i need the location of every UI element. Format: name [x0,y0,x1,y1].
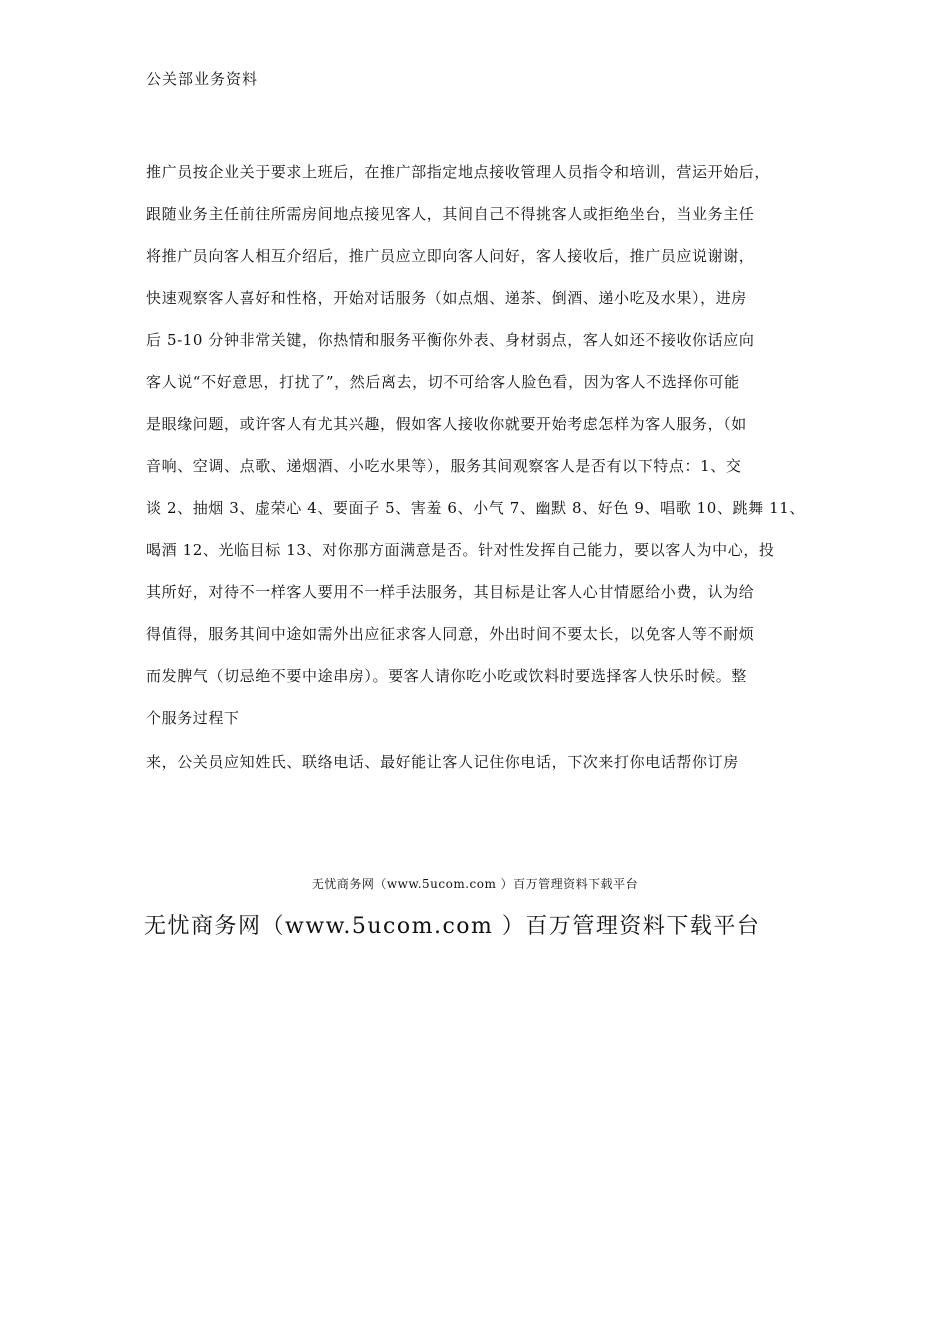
paragraph-line: 音响、空调、点歌、递烟酒、小吃水果等），服务其间观察客人是否有以下特点：1、交 [146,457,742,475]
paragraph-line: 个服务过程下 [146,709,240,727]
paragraph-line: 跟随业务主任前往所需房间地点接见客人，其间自己不得挑客人或拒绝坐台，当业务主任 [146,205,755,223]
paragraph-line: 后 5-10 分钟非常关键，你热情和服务平衡你外表、身材弱点，客人如还不接收你话应向 [146,331,755,349]
paragraph-line: 是眼缘问题，或许客人有尤其兴趣，假如客人接收你就要开始考虑怎样为客人服务，（如 [146,415,747,433]
paragraph-line: 得值得，服务其间中途如需外出应征求客人同意，外出时间不要太长，以免客人等不耐烦 [146,625,755,643]
continuation-line: 来，公关员应知姓氏、联络电话、最好能让客人记住你电话，下次来打你电话帮你订房 [146,753,739,771]
footer-watermark-large: 无忧商务网（www.5ucom.com ）百万管理资料下载平台 [144,914,761,939]
paragraph-line: 而发脾气（切忌绝不要中途串房）。要客人请你吃小吃或饮料时要选择客人快乐时候。整 [146,667,747,685]
paragraph-line: 将推广员向客人相互介绍后，推广员应立即向客人问好，客人接收后，推广员应说谢谢， [146,247,755,265]
footer-watermark-small: 无忧商务网（www.5ucom.com ）百万管理资料下载平台 [311,877,639,891]
paragraph-line: 谈 2、抽烟 3、虚荣心 4、要面子 5、害羞 6、小气 7、幽默 8、好色 9、唱歌 10、跳舞 11、 [146,499,806,517]
paragraph-line: 其所好，对待不一样客人要用不一样手法服务，其目标是让客人心甘情愿给小费，认为给 [146,583,755,601]
paragraph-line: 喝酒 12、光临目标 13、对你那方面满意是否。针对性发挥自己能力，要以客人为中心，投 [146,541,775,559]
paragraph-line: 快速观察客人喜好和性格，开始对话服务（如点烟、递茶、倒酒、递小吃及水果），进房 [146,289,747,307]
paragraph-line: 推广员按企业关于要求上班后，在推广部指定地点接收管理人员指令和培训，营运开始后， [146,163,771,181]
paragraph-line: 客人说“不好意思，打扰了”，然后离去，切不可给客人脸色看，因为客人不选择你可能 [146,373,740,391]
document-header: 公关部业务资料 [146,70,259,88]
